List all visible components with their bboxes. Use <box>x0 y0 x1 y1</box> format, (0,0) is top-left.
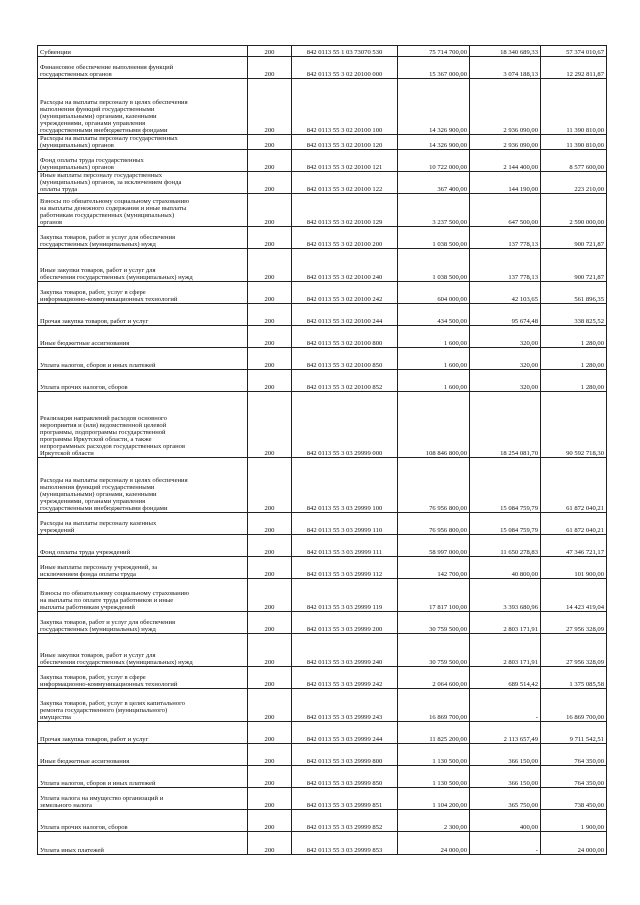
row-executed-amount: - <box>470 689 541 722</box>
row-approved-amount: 2 064 600,00 <box>398 667 470 689</box>
row-remaining-amount: 12 292 811,87 <box>541 57 607 79</box>
row-name: Взносы по обязательному социальному страхованию на выплаты денежного содержания и иные выплаты работникам государственных (муниципальных) органов <box>38 194 248 227</box>
row-name: Расходы на выплаты персоналу в целях обеспечения выполнения функций государственными (муниципальными) органами, казенными учреждениями, органами управления государственными внебюджетными фондами <box>38 458 248 513</box>
row-approved-amount: 58 997 000,00 <box>398 535 470 557</box>
row-line-code: 200 <box>248 722 292 744</box>
row-remaining-amount: 11 390 810,00 <box>541 79 607 135</box>
row-classification-code: 842 0113 55 3 03 29999 110 <box>292 513 398 535</box>
row-executed-amount: 366 150,00 <box>470 744 541 766</box>
table-row <box>38 46 607 57</box>
row-remaining-amount: 11 390 810,00 <box>541 135 607 150</box>
row-line-code: 200 <box>248 326 292 348</box>
row-classification-code: 842 0113 55 3 02 20100 100 <box>292 79 398 135</box>
row-classification-code: 842 0113 55 3 03 29999 000 <box>292 392 398 458</box>
row-remaining-amount: 27 956 328,09 <box>541 634 607 667</box>
row-classification-code: 842 0113 55 3 02 20100 800 <box>292 326 398 348</box>
row-executed-amount: 18 340 689,33 <box>470 46 541 57</box>
row-remaining-amount: 223 210,00 <box>541 172 607 194</box>
row-approved-amount: 10 722 000,00 <box>398 150 470 172</box>
row-name: Уплата прочих налогов, сборов <box>38 370 248 392</box>
row-line-code: 200 <box>248 832 292 855</box>
row-approved-amount: 24 000,00 <box>398 832 470 855</box>
row-name: Прочая закупка товаров, работ и услуг <box>38 304 248 326</box>
row-name: Уплата налогов, сборов и иных платежей <box>38 766 248 788</box>
row-executed-amount: 3 393 680,96 <box>470 579 541 612</box>
table-row <box>38 227 607 249</box>
row-classification-code: 842 0113 55 3 02 20100 129 <box>292 194 398 227</box>
budget-table <box>37 45 607 855</box>
row-executed-amount: 320,00 <box>470 348 541 370</box>
table-row <box>38 194 607 227</box>
table-row <box>38 57 607 79</box>
row-classification-code: 842 0113 55 3 02 20100 200 <box>292 227 398 249</box>
row-executed-amount: 11 650 278,83 <box>470 535 541 557</box>
row-approved-amount: 3 237 500,00 <box>398 194 470 227</box>
row-executed-amount: 365 750,00 <box>470 788 541 810</box>
row-classification-code: 842 0113 55 3 02 20100 242 <box>292 282 398 304</box>
row-classification-code: 842 0113 55 3 03 29999 112 <box>292 557 398 579</box>
table-row <box>38 79 607 135</box>
row-remaining-amount: 1 280,00 <box>541 370 607 392</box>
row-name: Уплата налогов, сборов и иных платежей <box>38 348 248 370</box>
row-line-code: 200 <box>248 579 292 612</box>
row-line-code: 200 <box>248 766 292 788</box>
row-remaining-amount: 1 900,00 <box>541 810 607 832</box>
table-row <box>38 810 607 832</box>
row-executed-amount: 2 936 090,00 <box>470 135 541 150</box>
table-row <box>38 172 607 194</box>
table-row <box>38 392 607 458</box>
row-remaining-amount: 101 900,00 <box>541 557 607 579</box>
row-line-code: 200 <box>248 810 292 832</box>
row-approved-amount: 15 367 000,00 <box>398 57 470 79</box>
row-executed-amount: 366 150,00 <box>470 766 541 788</box>
row-remaining-amount: 16 869 700,00 <box>541 689 607 722</box>
table-row <box>38 458 607 513</box>
row-approved-amount: 1 104 200,00 <box>398 788 470 810</box>
row-approved-amount: 1 038 500,00 <box>398 249 470 282</box>
table-row <box>38 722 607 744</box>
row-classification-code: 842 0113 55 1 03 73070 530 <box>292 46 398 57</box>
row-approved-amount: 1 600,00 <box>398 370 470 392</box>
row-classification-code: 842 0113 55 3 03 29999 853 <box>292 832 398 855</box>
row-approved-amount: 76 956 800,00 <box>398 513 470 535</box>
row-line-code: 200 <box>248 194 292 227</box>
row-remaining-amount: 764 350,00 <box>541 766 607 788</box>
row-approved-amount: 2 300,00 <box>398 810 470 832</box>
row-name: Прочая закупка товаров, работ и услуг <box>38 722 248 744</box>
row-name: Финансовое обеспечение выполнения функций государственных органов <box>38 57 248 79</box>
row-line-code: 200 <box>248 370 292 392</box>
table-row <box>38 348 607 370</box>
row-classification-code: 842 0113 55 3 02 20100 120 <box>292 135 398 150</box>
row-classification-code: 842 0113 55 3 02 20100 850 <box>292 348 398 370</box>
row-executed-amount: 320,00 <box>470 370 541 392</box>
row-executed-amount: 15 084 759,79 <box>470 513 541 535</box>
row-executed-amount: 647 500,00 <box>470 194 541 227</box>
row-classification-code: 842 0113 55 3 02 20100 121 <box>292 150 398 172</box>
row-classification-code: 842 0113 55 3 03 29999 200 <box>292 612 398 634</box>
row-name: Иные закупки товаров, работ и услуг для обеспечения государственных (муниципальных) нужд <box>38 634 248 667</box>
row-name: Иные закупки товаров, работ и услуг для обеспечения государственных (муниципальных) нужд <box>38 249 248 282</box>
table-row <box>38 557 607 579</box>
row-classification-code: 842 0113 55 3 03 29999 242 <box>292 667 398 689</box>
row-line-code: 200 <box>248 788 292 810</box>
row-line-code: 200 <box>248 57 292 79</box>
row-approved-amount: 604 000,00 <box>398 282 470 304</box>
row-remaining-amount: 24 000,00 <box>541 832 607 855</box>
row-line-code: 200 <box>248 135 292 150</box>
row-classification-code: 842 0113 55 3 02 20100 240 <box>292 249 398 282</box>
table-row <box>38 304 607 326</box>
row-line-code: 200 <box>248 535 292 557</box>
row-line-code: 200 <box>248 667 292 689</box>
row-remaining-amount: 8 577 600,00 <box>541 150 607 172</box>
table-row <box>38 667 607 689</box>
table-row <box>38 832 607 855</box>
row-approved-amount: 14 326 900,00 <box>398 79 470 135</box>
row-name: Субвенции <box>38 46 248 57</box>
row-name: Взносы по обязательному социальному страхованию на выплаты по оплате труда работников и иные выплаты работникам учреждений <box>38 579 248 612</box>
table-row <box>38 370 607 392</box>
row-executed-amount: - <box>470 832 541 855</box>
table-row <box>38 150 607 172</box>
row-name: Иные выплаты персоналу учреждений, за исключением фонда оплаты труда <box>38 557 248 579</box>
budget-table-body <box>38 46 607 855</box>
row-approved-amount: 108 846 800,00 <box>398 392 470 458</box>
row-line-code: 200 <box>248 392 292 458</box>
row-line-code: 200 <box>248 557 292 579</box>
row-line-code: 200 <box>248 227 292 249</box>
table-row <box>38 249 607 282</box>
row-classification-code: 842 0113 55 3 02 20100 244 <box>292 304 398 326</box>
row-approved-amount: 30 759 500,00 <box>398 612 470 634</box>
row-name: Закупка товаров, работ и услуг для обеспечения государственных (муниципальных) нужд <box>38 612 248 634</box>
row-executed-amount: 2 144 400,00 <box>470 150 541 172</box>
table-row <box>38 634 607 667</box>
row-line-code: 200 <box>248 172 292 194</box>
row-name: Закупка товаров, работ и услуг для обеспечения государственных (муниципальных) нужд <box>38 227 248 249</box>
row-name: Иные бюджетные ассигнования <box>38 744 248 766</box>
table-row <box>38 513 607 535</box>
row-executed-amount: 95 674,48 <box>470 304 541 326</box>
row-remaining-amount: 764 350,00 <box>541 744 607 766</box>
row-remaining-amount: 14 423 419,04 <box>541 579 607 612</box>
row-approved-amount: 75 714 700,00 <box>398 46 470 57</box>
table-row <box>38 689 607 722</box>
row-approved-amount: 1 600,00 <box>398 326 470 348</box>
row-name: Фонд оплаты труда учреждений <box>38 535 248 557</box>
table-row <box>38 579 607 612</box>
row-name: Закупка товаров, работ, услуг в сфере информационно-коммуникационных технологий <box>38 667 248 689</box>
row-classification-code: 842 0113 55 3 03 29999 244 <box>292 722 398 744</box>
row-classification-code: 842 0113 55 3 02 20100 122 <box>292 172 398 194</box>
row-executed-amount: 689 514,42 <box>470 667 541 689</box>
row-name: Закупка товаров, работ, услуг в сфере информационно-коммуникационных технологий <box>38 282 248 304</box>
row-name: Уплата иных платежей <box>38 832 248 855</box>
row-line-code: 200 <box>248 304 292 326</box>
row-line-code: 200 <box>248 282 292 304</box>
row-name: Уплата налога на имущество организаций и земельного налога <box>38 788 248 810</box>
row-remaining-amount: 900 721,87 <box>541 249 607 282</box>
row-executed-amount: 18 254 081,70 <box>470 392 541 458</box>
row-classification-code: 842 0113 55 3 03 29999 852 <box>292 810 398 832</box>
row-approved-amount: 1 130 500,00 <box>398 744 470 766</box>
row-line-code: 200 <box>248 689 292 722</box>
row-line-code: 200 <box>248 150 292 172</box>
table-row <box>38 744 607 766</box>
row-remaining-amount: 57 374 010,67 <box>541 46 607 57</box>
row-executed-amount: 40 800,00 <box>470 557 541 579</box>
row-name: Уплата прочих налогов, сборов <box>38 810 248 832</box>
row-line-code: 200 <box>248 612 292 634</box>
row-approved-amount: 1 038 500,00 <box>398 227 470 249</box>
row-line-code: 200 <box>248 249 292 282</box>
row-remaining-amount: 61 872 040,21 <box>541 458 607 513</box>
row-approved-amount: 1 600,00 <box>398 348 470 370</box>
row-line-code: 200 <box>248 348 292 370</box>
row-approved-amount: 142 700,00 <box>398 557 470 579</box>
row-executed-amount: 2 803 171,91 <box>470 634 541 667</box>
row-executed-amount: 2 803 171,91 <box>470 612 541 634</box>
row-executed-amount: 15 084 759,79 <box>470 458 541 513</box>
row-classification-code: 842 0113 55 3 03 29999 119 <box>292 579 398 612</box>
row-remaining-amount: 9 711 542,51 <box>541 722 607 744</box>
table-row <box>38 766 607 788</box>
table-row <box>38 282 607 304</box>
row-classification-code: 842 0113 55 3 03 29999 850 <box>292 766 398 788</box>
table-row <box>38 612 607 634</box>
row-line-code: 200 <box>248 513 292 535</box>
row-approved-amount: 1 130 500,00 <box>398 766 470 788</box>
row-executed-amount: 320,00 <box>470 326 541 348</box>
row-name: Расходы на выплаты персоналу государственных (муниципальных) органов <box>38 135 248 150</box>
row-classification-code: 842 0113 55 3 02 20100 852 <box>292 370 398 392</box>
row-remaining-amount: 47 346 721,17 <box>541 535 607 557</box>
row-classification-code: 842 0113 55 3 03 29999 243 <box>292 689 398 722</box>
row-approved-amount: 76 956 800,00 <box>398 458 470 513</box>
row-name: Иные выплаты персоналу государственных (муниципальных) органов, за исключением фонда оплаты труда <box>38 172 248 194</box>
table-row <box>38 788 607 810</box>
row-executed-amount: 400,00 <box>470 810 541 832</box>
row-line-code: 200 <box>248 46 292 57</box>
row-remaining-amount: 1 280,00 <box>541 348 607 370</box>
row-remaining-amount: 561 896,35 <box>541 282 607 304</box>
row-approved-amount: 17 817 100,00 <box>398 579 470 612</box>
row-remaining-amount: 1 280,00 <box>541 326 607 348</box>
row-name: Реализация направлений расходов основного мероприятия и (или) ведомственной целевой программы, подпрограммы государственной программы Иркутской области, а также непрограммных расходов государственных органов Иркутской области <box>38 392 248 458</box>
row-line-code: 200 <box>248 458 292 513</box>
table-row <box>38 135 607 150</box>
row-remaining-amount: 1 375 085,58 <box>541 667 607 689</box>
row-classification-code: 842 0113 55 3 02 20100 000 <box>292 57 398 79</box>
row-remaining-amount: 738 450,00 <box>541 788 607 810</box>
table-row <box>38 326 607 348</box>
row-name: Иные бюджетные ассигнования <box>38 326 248 348</box>
row-approved-amount: 30 759 500,00 <box>398 634 470 667</box>
row-classification-code: 842 0113 55 3 03 29999 240 <box>292 634 398 667</box>
row-remaining-amount: 61 872 040,21 <box>541 513 607 535</box>
row-approved-amount: 434 500,00 <box>398 304 470 326</box>
row-executed-amount: 2 113 657,49 <box>470 722 541 744</box>
row-name: Расходы на выплаты персоналу в целях обеспечения выполнения функций государственными (муниципальными) органами, казенными учреждениями, органами управления государственными внебюджетными фондами <box>38 79 248 135</box>
row-classification-code: 842 0113 55 3 03 29999 100 <box>292 458 398 513</box>
row-remaining-amount: 90 592 718,30 <box>541 392 607 458</box>
row-classification-code: 842 0113 55 3 03 29999 851 <box>292 788 398 810</box>
row-line-code: 200 <box>248 744 292 766</box>
row-approved-amount: 11 825 200,00 <box>398 722 470 744</box>
row-executed-amount: 3 074 188,13 <box>470 57 541 79</box>
row-approved-amount: 367 400,00 <box>398 172 470 194</box>
row-line-code: 200 <box>248 79 292 135</box>
row-remaining-amount: 2 590 000,00 <box>541 194 607 227</box>
row-approved-amount: 16 869 700,00 <box>398 689 470 722</box>
row-name: Фонд оплаты труда государственных (муниципальных) органов <box>38 150 248 172</box>
row-executed-amount: 42 103,65 <box>470 282 541 304</box>
row-classification-code: 842 0113 55 3 03 29999 800 <box>292 744 398 766</box>
row-name: Расходы на выплаты персоналу казенных учреждений <box>38 513 248 535</box>
row-line-code: 200 <box>248 634 292 667</box>
row-approved-amount: 14 326 900,00 <box>398 135 470 150</box>
row-name: Закупка товаров, работ, услуг в целях капитального ремонта государственного (муниципального) имущества <box>38 689 248 722</box>
row-executed-amount: 137 778,13 <box>470 227 541 249</box>
row-remaining-amount: 338 825,52 <box>541 304 607 326</box>
row-remaining-amount: 27 956 328,09 <box>541 612 607 634</box>
row-remaining-amount: 900 721,87 <box>541 227 607 249</box>
table-row <box>38 535 607 557</box>
row-executed-amount: 144 190,00 <box>470 172 541 194</box>
row-executed-amount: 137 778,13 <box>470 249 541 282</box>
row-classification-code: 842 0113 55 3 03 29999 111 <box>292 535 398 557</box>
row-executed-amount: 2 936 090,00 <box>470 79 541 135</box>
